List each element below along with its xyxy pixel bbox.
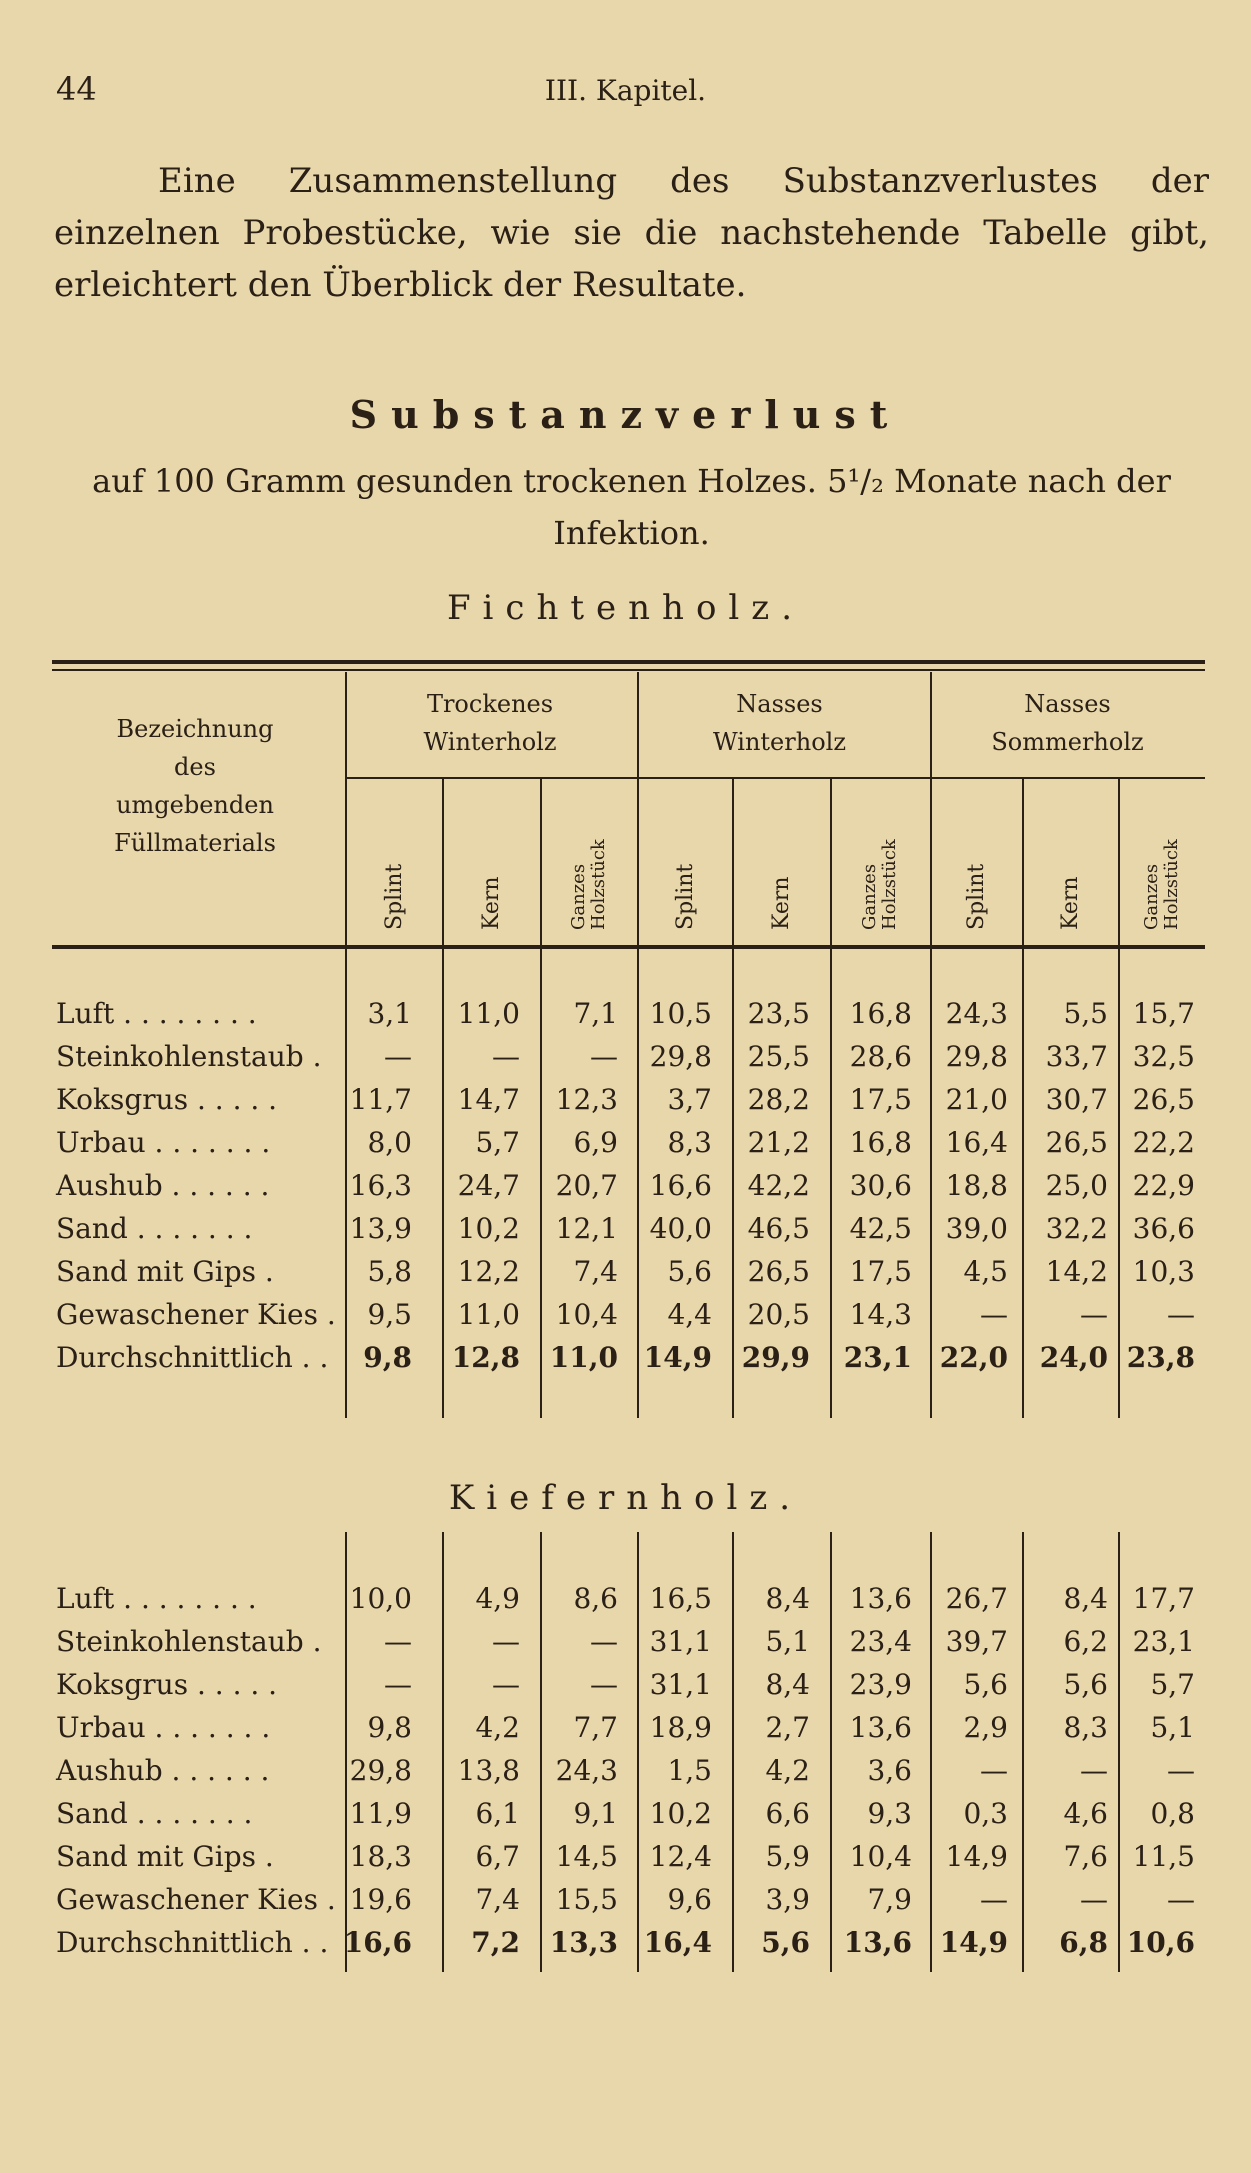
table-cell: 14,9 (643, 1341, 712, 1374)
table-cell: 22,9 (1132, 1169, 1195, 1202)
table-cell: 0,8 (1150, 1797, 1195, 1830)
table-cell: 8,4 (765, 1668, 810, 1701)
table-cell: — (492, 1040, 520, 1073)
table-cell: 16,3 (349, 1169, 412, 1202)
table-cell: — (980, 1754, 1008, 1787)
section-title-kiefernholz: Kiefernholz. (448, 1478, 803, 1518)
group-header-rule (345, 777, 1205, 779)
table-cell: — (1080, 1298, 1108, 1331)
table-cell: 17,5 (849, 1083, 912, 1116)
subcolumn-divider (540, 777, 542, 945)
table-cell: 11,7 (349, 1083, 412, 1116)
table-cell: 13,9 (349, 1212, 412, 1245)
table-cell: 32,5 (1132, 1040, 1195, 1073)
table-cell: 5,6 (761, 1926, 810, 1959)
table-cell: — (1167, 1883, 1195, 1916)
row-header-line: Bezeichnung (116, 715, 274, 743)
table-cell: 25,5 (747, 1040, 810, 1073)
header-bottom-rule (52, 945, 1205, 949)
row-label: Sand . . . . . . . (56, 1797, 253, 1830)
table-cell: 13,6 (849, 1582, 912, 1615)
table-cell: 20,5 (747, 1298, 810, 1331)
group-divider (930, 672, 932, 945)
row-header (60, 710, 330, 862)
table-cell: — (492, 1668, 520, 1701)
table-cell: 23,4 (849, 1625, 912, 1658)
subcolumn-header-ganzes-holzstueck: Ganzes Holzstück (859, 839, 900, 930)
table-cell: 11,0 (549, 1341, 618, 1374)
row-label: Urbau . . . . . . . (56, 1711, 271, 1744)
table-cell: 7,1 (573, 997, 618, 1030)
body-column-rule (1022, 1532, 1024, 1972)
table-cell: 16,4 (945, 1126, 1008, 1159)
table-cell: 19,6 (349, 1883, 412, 1916)
group-divider (637, 672, 639, 945)
table-cell: 36,6 (1132, 1212, 1195, 1245)
table-cell: 13,6 (843, 1926, 912, 1959)
table-cell: 29,8 (649, 1040, 712, 1073)
table-cell: 6,1 (475, 1797, 520, 1830)
table-cell: 28,2 (747, 1083, 810, 1116)
row-label: Steinkohlenstaub . (56, 1625, 322, 1658)
table-cell: 11,9 (349, 1797, 412, 1830)
table-cell: — (590, 1040, 618, 1073)
table-cell: 18,8 (945, 1169, 1008, 1202)
table-cell: 2,9 (963, 1711, 1008, 1744)
chapter-heading: III. Kapitel. (544, 74, 707, 107)
table-cell: 18,3 (349, 1840, 412, 1873)
table-cell: 5,6 (667, 1255, 712, 1288)
table-cell: 33,7 (1045, 1040, 1108, 1073)
table-cell: — (492, 1625, 520, 1658)
body-column-rule (1022, 948, 1024, 1418)
table-cell: 28,6 (849, 1040, 912, 1073)
group-header-line: Winterholz (423, 728, 557, 756)
body-column-rule (540, 948, 542, 1418)
table-cell: 5,7 (1150, 1668, 1195, 1701)
table-cell: 13,8 (457, 1754, 520, 1787)
table-cell: 10,2 (457, 1212, 520, 1245)
table-cell: 31,1 (649, 1625, 712, 1658)
table-cell: 23,1 (1132, 1625, 1195, 1658)
table-cell: 18,9 (649, 1711, 712, 1744)
row-label: Sand mit Gips . (56, 1255, 274, 1288)
table-cell: 12,3 (555, 1083, 618, 1116)
table-cell: 21,0 (945, 1083, 1008, 1116)
subcolumn-divider (442, 777, 444, 945)
table-cell: 13,6 (849, 1711, 912, 1744)
table-cell: 4,9 (475, 1582, 520, 1615)
body-column-rule (732, 1532, 734, 1972)
table-cell: — (590, 1625, 618, 1658)
table-cell: 30,7 (1045, 1083, 1108, 1116)
table-cell: 24,3 (945, 997, 1008, 1030)
group-header-line: Winterholz (713, 728, 846, 756)
table-cell: 15,7 (1132, 997, 1195, 1030)
table-cell: 9,6 (667, 1883, 712, 1916)
table-cell: 16,5 (649, 1582, 712, 1615)
table-cell: 0,3 (963, 1797, 1008, 1830)
table-cell: 7,4 (573, 1255, 618, 1288)
table-cell: 16,6 (343, 1926, 412, 1959)
table-cell: 3,6 (867, 1754, 912, 1787)
table-cell: 26,5 (1132, 1083, 1195, 1116)
table-title: Substanzverlust (349, 392, 902, 437)
table-cell: 29,8 (349, 1754, 412, 1787)
table-cell: 5,7 (475, 1126, 520, 1159)
table-cell: 7,9 (867, 1883, 912, 1916)
table-cell: 9,1 (573, 1797, 618, 1830)
row-header-line: umgebenden (116, 791, 274, 819)
table-cell: 29,8 (945, 1040, 1008, 1073)
table-cell: 42,2 (747, 1169, 810, 1202)
body-column-rule (830, 948, 832, 1418)
row-label: Urbau . . . . . . . (56, 1126, 271, 1159)
table-cell: — (384, 1668, 412, 1701)
table-cell: — (980, 1883, 1008, 1916)
body-column-rule (637, 948, 639, 1418)
table-cell: 14,3 (849, 1298, 912, 1331)
table-cell: 6,7 (475, 1840, 520, 1873)
table-cell: 46,5 (747, 1212, 810, 1245)
table-cell: 10,3 (1132, 1255, 1195, 1288)
row-label: Koksgrus . . . . . (56, 1668, 278, 1701)
body-column-rule (732, 948, 734, 1418)
group-header-line: Nasses (1024, 690, 1111, 718)
table-cell: 8,6 (573, 1582, 618, 1615)
table-cell: 22,0 (939, 1341, 1008, 1374)
table-cell: 16,8 (849, 997, 912, 1030)
section-title-fichtenholz: Fichtenholz. (446, 588, 805, 628)
row-label: Sand . . . . . . . (56, 1212, 253, 1245)
row-label: Durchschnittlich . . (56, 1926, 329, 1959)
table-cell: 9,8 (363, 1341, 412, 1374)
row-label: Durchschnittlich . . (56, 1341, 329, 1374)
table-cell: 32,2 (1045, 1212, 1108, 1245)
subcolumn-divider (1022, 777, 1024, 945)
table-cell: 23,9 (849, 1668, 912, 1701)
table-cell: 24,7 (457, 1169, 520, 1202)
row-label: Luft . . . . . . . . (56, 997, 257, 1030)
table-cell: 3,7 (667, 1083, 712, 1116)
table-cell: 15,5 (555, 1883, 618, 1916)
table-cell: 31,1 (649, 1668, 712, 1701)
subcolumn-header-kern: Kern (769, 876, 794, 930)
body-column-rule (930, 948, 932, 1418)
table-cell: — (384, 1625, 412, 1658)
table-cell: 14,5 (555, 1840, 618, 1873)
group-header-nasses-winterholz (637, 685, 922, 761)
table-subtitle: auf 100 Gramm gesunden trockenen Holzes. 5¹/₂ Monate nach der Infektion. (92, 462, 1171, 552)
table-cell: 4,6 (1063, 1797, 1108, 1830)
table-cell: 17,7 (1132, 1582, 1195, 1615)
subcolumn-divider (732, 777, 734, 945)
table-cell: 6,2 (1063, 1625, 1108, 1658)
body-column-rule (540, 1532, 542, 1972)
table-cell: 24,0 (1039, 1341, 1108, 1374)
body-column-rule (442, 1532, 444, 1972)
group-header-line: Sommerholz (991, 728, 1144, 756)
table-cell: 14,9 (945, 1840, 1008, 1873)
table-cell: 8,3 (667, 1126, 712, 1159)
table-cell: 3,9 (765, 1883, 810, 1916)
table-cell: 1,5 (667, 1754, 712, 1787)
table-cell: 4,4 (667, 1298, 712, 1331)
subcolumn-header-kern: Kern (1058, 876, 1083, 930)
page-header (50, 70, 1201, 110)
table-cell: 6,6 (765, 1797, 810, 1830)
subcolumn-divider (830, 777, 832, 945)
table-cell: — (1167, 1298, 1195, 1331)
table-cell: 22,2 (1132, 1126, 1195, 1159)
table-cell: — (1080, 1754, 1108, 1787)
table-cell: 8,0 (367, 1126, 412, 1159)
table-cell: — (384, 1040, 412, 1073)
table-cell: 16,8 (849, 1126, 912, 1159)
table-cell: 12,8 (451, 1341, 520, 1374)
table-cell: — (590, 1668, 618, 1701)
table-cell: 23,5 (747, 997, 810, 1030)
table-cell: 29,9 (741, 1341, 810, 1374)
table-cell: 11,5 (1132, 1840, 1195, 1873)
group-divider (345, 672, 347, 945)
table-cell: 8,4 (1063, 1582, 1108, 1615)
table-cell: 25,0 (1045, 1169, 1108, 1202)
table-cell: 23,1 (843, 1341, 912, 1374)
table-cell: 10,0 (349, 1582, 412, 1615)
row-header-line: des (174, 753, 216, 781)
row-label: Aushub . . . . . . (56, 1754, 270, 1787)
row-header-line: Füllmaterials (114, 829, 276, 857)
table-cell: 7,7 (573, 1711, 618, 1744)
table-cell: — (980, 1298, 1008, 1331)
table-cell: 2,7 (765, 1711, 810, 1744)
table-cell: 14,9 (939, 1926, 1008, 1959)
table-cell: — (1080, 1883, 1108, 1916)
table-cell: 30,6 (849, 1169, 912, 1202)
table-cell: 9,5 (367, 1298, 412, 1331)
table-cell: 13,3 (549, 1926, 618, 1959)
group-header-line: Trockenes (426, 690, 554, 718)
table-cell: 10,6 (1126, 1926, 1195, 1959)
table-cell: 26,5 (1045, 1126, 1108, 1159)
table-cell: 4,5 (963, 1255, 1008, 1288)
table-cell: 5,6 (1063, 1668, 1108, 1701)
table-cell: 9,3 (867, 1797, 912, 1830)
body-column-rule (830, 1532, 832, 1972)
table-cell: 12,4 (649, 1840, 712, 1873)
table-cell: 16,6 (649, 1169, 712, 1202)
body-column-rule (1118, 1532, 1120, 1972)
table-cell: 10,4 (849, 1840, 912, 1873)
table-top-rule (52, 660, 1205, 664)
subcolumn-header-ganzes-holzstueck: Ganzes Holzstück (567, 839, 609, 930)
table-cell: 9,8 (367, 1711, 412, 1744)
table-cell: 20,7 (555, 1169, 618, 1202)
table-cell: 3,1 (367, 997, 412, 1030)
table-cell: 5,6 (963, 1668, 1008, 1701)
table-cell: 26,7 (945, 1582, 1008, 1615)
row-label: Koksgrus . . . . . (56, 1083, 278, 1116)
body-column-rule (442, 948, 444, 1418)
table-cell: 7,2 (471, 1926, 520, 1959)
body-column-rule (1118, 948, 1120, 1418)
table-cell: 24,3 (555, 1754, 618, 1787)
table-top-rule-thin (52, 669, 1205, 671)
table-cell: 5,1 (765, 1625, 810, 1658)
table-cell: 5,9 (765, 1840, 810, 1873)
page-number: 44 (56, 70, 97, 108)
table-cell: 14,2 (1045, 1255, 1108, 1288)
body-column-rule (637, 1532, 639, 1972)
table-cell: 5,5 (1063, 997, 1108, 1030)
table-cell: 40,0 (649, 1212, 712, 1245)
table-cell: 11,0 (457, 1298, 520, 1331)
table-cell: 5,1 (1150, 1711, 1195, 1744)
table-cell: 8,3 (1063, 1711, 1108, 1744)
table-cell: 12,2 (457, 1255, 520, 1288)
table-cell: 5,8 (367, 1255, 412, 1288)
table-cell: 11,0 (457, 997, 520, 1030)
table-cell: 17,5 (849, 1255, 912, 1288)
subcolumn-header-ganzes-holzstueck: Ganzes Holzstück (1140, 839, 1182, 930)
table-cell: 4,2 (765, 1754, 810, 1787)
row-label: Steinkohlenstaub . (56, 1040, 322, 1073)
table-cell: 14,7 (457, 1083, 520, 1116)
subcolumn-header-splint: Splint (672, 863, 698, 930)
group-header-trockenes-winterholz (345, 685, 635, 761)
table-cell: 12,1 (555, 1212, 618, 1245)
group-header-line: Nasses (736, 690, 823, 718)
table-cell: 6,9 (573, 1126, 618, 1159)
table-cell: 10,2 (649, 1797, 712, 1830)
table-cell: 7,6 (1063, 1840, 1108, 1873)
table-cell: 39,7 (945, 1625, 1008, 1658)
table-cell: 10,4 (555, 1298, 618, 1331)
row-label: Aushub . . . . . . (56, 1169, 270, 1202)
table-cell: 16,4 (643, 1926, 712, 1959)
table-cell: 23,8 (1126, 1341, 1195, 1374)
table-cell: 21,2 (747, 1126, 810, 1159)
subcolumn-header-splint: Splint (381, 863, 407, 930)
table-cell: 10,5 (649, 997, 712, 1030)
row-label: Gewaschener Kies . (56, 1883, 336, 1916)
row-label: Luft . . . . . . . . (56, 1582, 257, 1615)
intro-paragraph: Eine Zusammenstellung des Substanzverlustes der einzelnen Probestücke, wie sie die nachstehende Tabelle gibt, erleichtert den Überblick der Resultate. (54, 161, 1209, 305)
row-label: Sand mit Gips . (56, 1840, 274, 1873)
subcolumn-divider (1118, 777, 1120, 945)
table-cell: 26,5 (747, 1255, 810, 1288)
subcolumn-header-splint: Splint (964, 863, 989, 930)
subcolumn-header-kern: Kern (479, 876, 504, 930)
table-cell: 4,2 (475, 1711, 520, 1744)
row-label: Gewaschener Kies . (56, 1298, 336, 1331)
table-cell: 8,4 (765, 1582, 810, 1615)
group-header-nasses-sommerholz (930, 685, 1205, 761)
table-cell: — (1167, 1754, 1195, 1787)
table-cell: 39,0 (945, 1212, 1008, 1245)
table-cell: 6,8 (1059, 1926, 1108, 1959)
table-cell: 42,5 (849, 1212, 912, 1245)
table-cell: 7,4 (475, 1883, 520, 1916)
body-column-rule (930, 1532, 932, 1972)
